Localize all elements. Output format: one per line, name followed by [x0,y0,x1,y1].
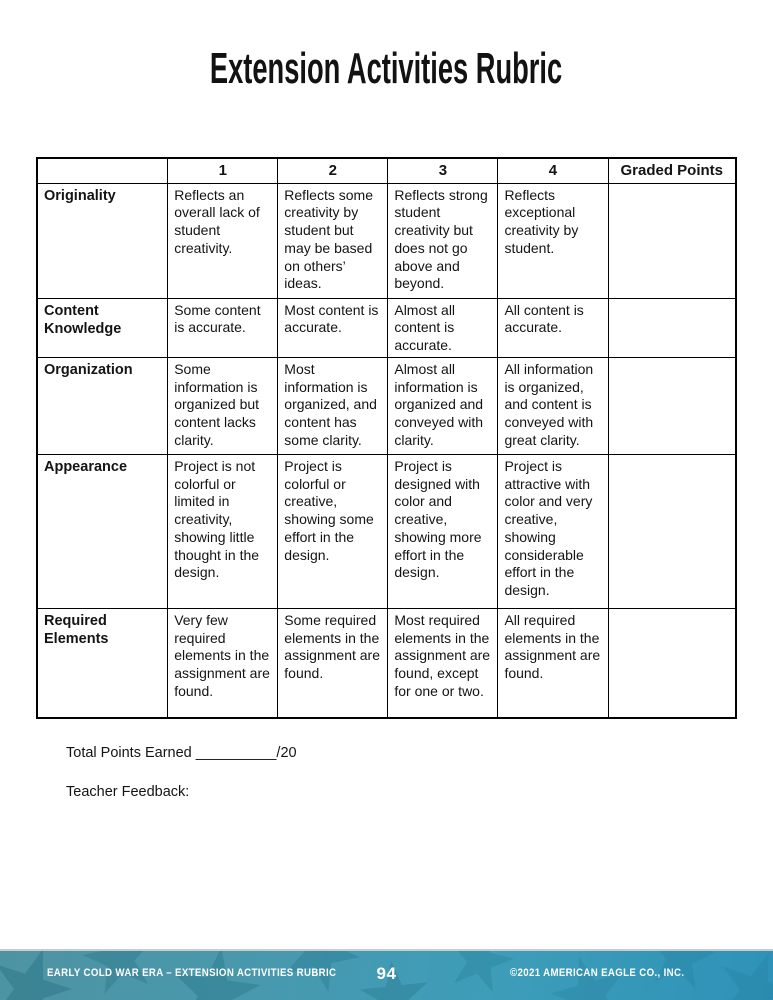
level-description-cell: Very few required elements in the assignment are found. [168,608,278,718]
level-description-cell: Reflects exceptional creativity by student. [498,183,608,298]
graded-points-cell [608,454,736,608]
criteria-column-header [37,158,168,183]
level-description-cell: Reflects some creativity by student but may be based on others’ ideas. [278,183,388,298]
rubric-row [37,298,736,357]
footer-bar [0,949,773,1000]
level-description-cell: Most content is accurate. [278,298,388,357]
level-description-cell: Some information is organized but content lacks clarity. [168,357,278,454]
rubric-header-row [37,158,736,183]
rubric-row [37,183,736,298]
rubric-table [36,157,737,719]
footer-section-label: EARLY COLD WAR ERA – EXTENSION ACTIVITIES RUBRIC [47,967,337,979]
footer-content [0,951,773,1000]
level-description-cell: Project is not colorful or limited in creativity, showing little thought in the design. [168,454,278,608]
level-description-cell: Reflects an overall lack of student creativity. [168,183,278,298]
level-description-cell: All required elements in the assignment are found. [498,608,608,718]
teacher-feedback-label: Teacher Feedback: [66,784,190,801]
page-number: 94 [376,964,397,983]
level-description-cell: Almost all content is accurate. [388,298,498,357]
level-column-header: 2 [278,158,388,183]
level-column-header: 1 [168,158,278,183]
criterion-cell: Required Elements [37,608,168,718]
level-description-cell: Most information is organized, and content has some clarity. [278,357,388,454]
graded-points-cell [608,298,736,357]
criterion-cell: Content Knowledge [37,298,168,357]
level-description-cell: All content is accurate. [498,298,608,357]
rubric-row [37,608,736,718]
level-description-cell: Project is designed with color and creative, showing more effort in the design. [388,454,498,608]
criterion-cell: Appearance [37,454,168,608]
criterion-cell: Organization [37,357,168,454]
title-block [0,0,773,93]
rubric-row [37,454,736,608]
graded-points-cell [608,608,736,718]
copyright-notice: ©2021 AMERICAN EAGLE CO., INC. [510,967,685,979]
graded-points-cell [608,357,736,454]
level-description-cell: Some content is accurate. [168,298,278,357]
graded-points-column-header: Graded Points [608,158,736,183]
level-description-cell: Most required elements in the assignment are found, except for one or two. [388,608,498,718]
rubric-row [37,357,736,454]
level-description-cell: Project is colorful or creative, showing some effort in the design. [278,454,388,608]
level-description-cell: Some required elements in the assignment are found. [278,608,388,718]
level-column-header: 3 [388,158,498,183]
level-description-cell: Project is attractive with color and very creative, showing considerable effort in the design. [498,454,608,608]
level-column-header: 4 [498,158,608,183]
graded-points-cell [608,183,736,298]
total-points-line: Total Points Earned __________/20 [66,745,297,762]
criterion-cell: Originality [37,183,168,298]
level-description-cell: Almost all information is organized and conveyed with clarity. [388,357,498,454]
level-description-cell: Reflects strong student creativity but does not go above and beyond. [388,183,498,298]
page-title: Extension Activities Rubric [210,44,563,93]
level-description-cell: All information is organized, and content is conveyed with great clarity. [498,357,608,454]
